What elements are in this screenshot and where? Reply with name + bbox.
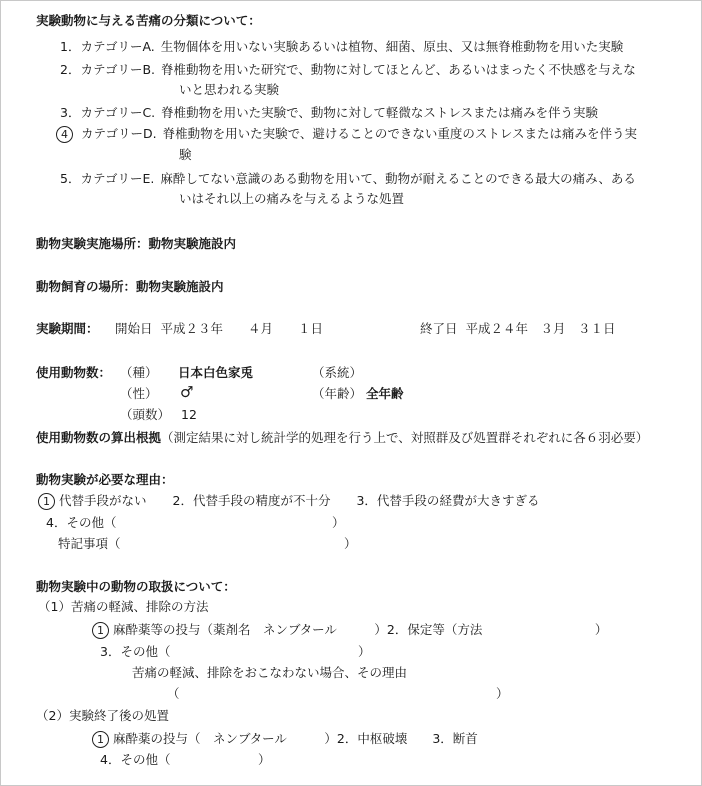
selected-circle-mark: 1 xyxy=(92,622,109,639)
category-text: 脊椎動物を用いた研究で、動物に対してほとんど、あるいはまったく不快感を与えな xyxy=(161,62,636,77)
category-label: カテゴリーC. xyxy=(80,105,156,120)
breeding-line xyxy=(36,279,224,295)
category-e-continuation: いはそれ以上の痛みを与えるような処置 xyxy=(179,191,405,206)
start-value: 平成２３年 ４月 １日 xyxy=(160,321,324,336)
count-label: （頭数） xyxy=(120,407,171,422)
category-e-item xyxy=(60,171,636,187)
sex-value: ♂ xyxy=(180,383,194,401)
location-label: 動物実験実施場所： xyxy=(36,236,149,251)
special-notes-close: ） xyxy=(344,536,357,551)
category-text: 生物個体を用いない実験あるいは植物、細菌、原虫、又は無脊椎動物を用いた実験 xyxy=(160,39,624,54)
end-label: 終了日 xyxy=(420,321,458,336)
breeding-value: 動物実験施設内 xyxy=(136,279,224,294)
basis-text: （測定結果に対し統計学的処理を行う上で、対照群及び処置群それぞれに各６羽必要） xyxy=(161,430,649,445)
basis-label: 使用動物数の算出根拠 xyxy=(36,430,162,445)
count-value: 12 xyxy=(181,407,197,422)
pain-relief-option-1: 麻酔薬等の投与（薬剤名 ネンブタール ）2．保定等（方法 ） xyxy=(113,622,608,637)
category-b-continuation: いと思われる実験 xyxy=(179,82,280,97)
necessity-option-2: 2．代替手段の精度が不十分 xyxy=(172,493,331,508)
animals-label: 使用動物数： xyxy=(36,365,112,380)
period-start xyxy=(115,321,323,337)
strain-label: （系統） xyxy=(312,365,363,380)
handling-sub2: （2）実験終了後の処置 xyxy=(36,708,169,723)
no-relief-reason-open: （ xyxy=(167,686,180,701)
species-label: （種） xyxy=(120,365,158,380)
necessity-option-3: 3．代替手段の経費が大きすぎる xyxy=(356,493,540,508)
category-d-item xyxy=(56,126,637,143)
period-end xyxy=(420,321,616,337)
necessity-option-4-close: ） xyxy=(332,515,345,530)
sex-label: （性） xyxy=(120,386,158,401)
start-label: 開始日 xyxy=(115,321,153,336)
pain-relief-option-3: 3．その他（ ） xyxy=(100,644,371,659)
category-text: 脊椎動物を用いた実験で、避けることのできない重度のストレスまたは痛みを伴う実 xyxy=(162,126,637,141)
category-a-item xyxy=(60,39,623,55)
handling-heading: 動物実験中の動物の取扱について： xyxy=(36,579,236,594)
location-line xyxy=(36,236,236,252)
selected-circle-mark: 1 xyxy=(38,493,55,510)
period-label: 実験期間： xyxy=(36,321,99,336)
category-num: 1． xyxy=(60,39,81,54)
necessity-options-row xyxy=(38,493,539,510)
category-num: 5． xyxy=(60,171,81,186)
no-relief-reason-close: ） xyxy=(496,686,509,701)
post-experiment-option-4: 4．その他（ ） xyxy=(100,752,271,767)
category-text: 麻酔してない意識のある動物を用いて、動物が耐えることのできる最大の痛み、ある xyxy=(160,171,636,186)
post-experiment-option-1: 麻酔薬の投与（ ネンブタール ）2．中枢破壊 3．断首 xyxy=(113,731,478,746)
pain-classification-heading: 実験動物に与える苦痛の分類について： xyxy=(36,13,261,28)
category-num: 2． xyxy=(60,62,81,77)
category-b-item xyxy=(60,62,636,78)
necessity-option-4: 4．その他（ xyxy=(46,515,117,530)
category-num: 3． xyxy=(60,105,81,120)
selected-circle-mark: 4 xyxy=(56,126,73,143)
selected-circle-mark: 1 xyxy=(92,731,109,748)
breeding-label: 動物飼育の場所： xyxy=(36,279,137,294)
age-label: （年齢） xyxy=(312,386,363,401)
category-label: カテゴリーB. xyxy=(80,62,156,77)
end-value: 平成２４年 ３月 ３１日 xyxy=(465,321,616,336)
category-label: カテゴリーD. xyxy=(81,126,157,141)
special-notes: 特記事項（ xyxy=(58,536,121,551)
location-value: 動物実験施設内 xyxy=(148,236,237,251)
basis-line xyxy=(36,430,648,446)
category-label: カテゴリーA. xyxy=(80,39,155,54)
handling-sub1: （1）苦痛の軽減、排除の方法 xyxy=(38,599,209,614)
age-value: 全年齢 xyxy=(366,386,404,401)
post-experiment-option-row xyxy=(92,731,478,748)
species-value: 日本白色家兎 xyxy=(178,365,254,380)
necessity-heading: 動物実験が必要な理由： xyxy=(36,472,174,487)
category-text: 脊椎動物を用いた実験で、動物に対して軽微なストレスまたは痛みを伴う実験 xyxy=(161,105,599,120)
no-relief-reason-label: 苦痛の軽減、排除をおこなわない場合、その理由 xyxy=(132,665,408,680)
category-d-continuation: 験 xyxy=(179,147,192,162)
pain-relief-option-row xyxy=(92,622,607,639)
necessity-option-1: 代替手段がない xyxy=(59,493,147,508)
category-c-item xyxy=(60,105,598,121)
category-label: カテゴリーE. xyxy=(80,171,155,186)
